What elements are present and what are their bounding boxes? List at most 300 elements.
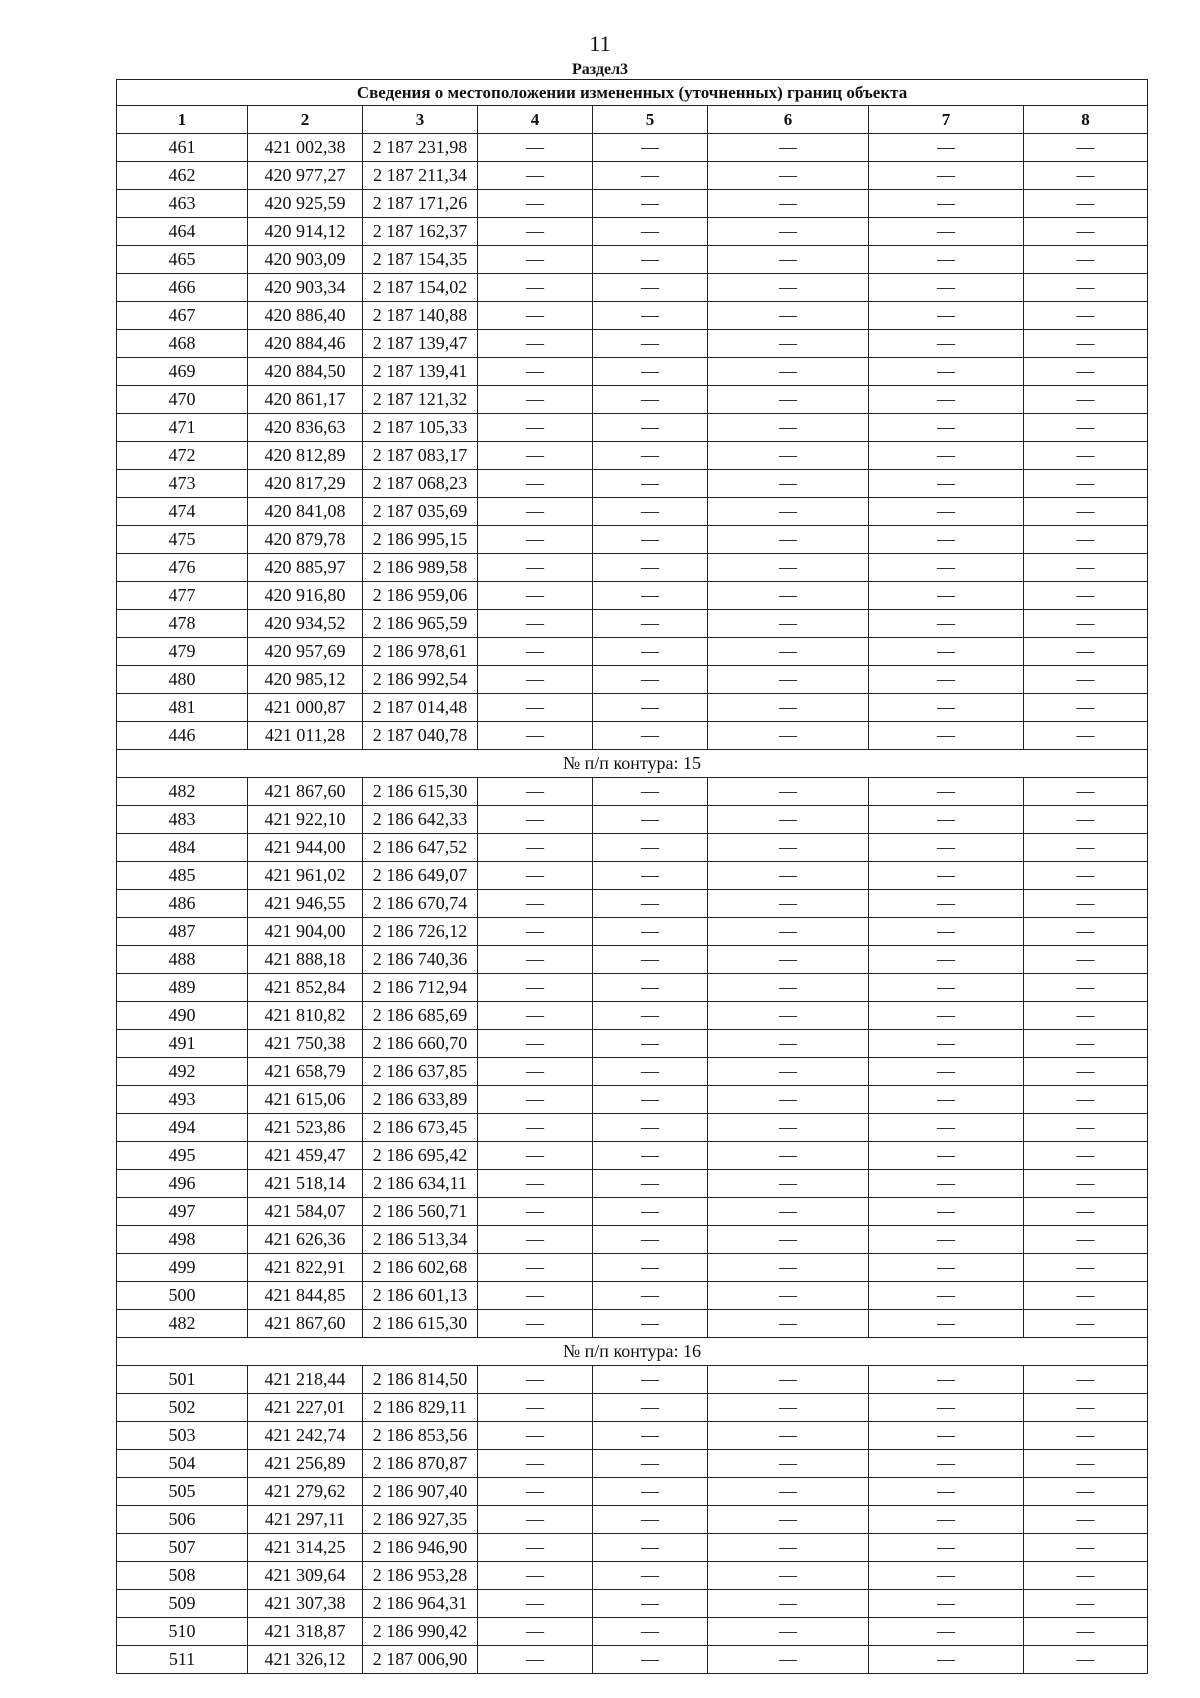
empty-value-dash: — <box>1024 1590 1148 1618</box>
x-coordinate-cell: 420 861,17 <box>248 386 363 414</box>
empty-value-dash: — <box>593 1506 708 1534</box>
empty-value-dash: — <box>869 554 1024 582</box>
empty-value-dash: — <box>1024 862 1148 890</box>
empty-value-dash: — <box>708 554 869 582</box>
y-coordinate-cell: 2 187 154,35 <box>363 246 478 274</box>
x-coordinate-cell: 421 658,79 <box>248 1058 363 1086</box>
y-coordinate-cell: 2 186 965,59 <box>363 610 478 638</box>
empty-value-dash: — <box>478 946 593 974</box>
y-coordinate-cell: 2 187 211,34 <box>363 162 478 190</box>
table-row <box>117 890 1148 918</box>
y-coordinate-cell: 2 187 068,23 <box>363 470 478 498</box>
empty-value-dash: — <box>869 806 1024 834</box>
table-row <box>117 1646 1148 1674</box>
point-number-cell: 477 <box>117 582 248 610</box>
table-row <box>117 1254 1148 1282</box>
x-coordinate-cell: 420 934,52 <box>248 610 363 638</box>
empty-value-dash: — <box>869 1618 1024 1646</box>
empty-value-dash: — <box>1024 1254 1148 1282</box>
empty-value-dash: — <box>708 1394 869 1422</box>
table-row <box>117 974 1148 1002</box>
table-row <box>117 918 1148 946</box>
table-row <box>117 694 1148 722</box>
table-row <box>117 1002 1148 1030</box>
column-header: 7 <box>869 106 1024 134</box>
empty-value-dash: — <box>478 218 593 246</box>
empty-value-dash: — <box>708 414 869 442</box>
empty-value-dash: — <box>1024 610 1148 638</box>
column-header: 1 <box>117 106 248 134</box>
x-coordinate-cell: 421 867,60 <box>248 1310 363 1338</box>
point-number-cell: 503 <box>117 1422 248 1450</box>
empty-value-dash: — <box>708 1422 869 1450</box>
empty-value-dash: — <box>1024 1170 1148 1198</box>
x-coordinate-cell: 421 459,47 <box>248 1142 363 1170</box>
x-coordinate-cell: 420 812,89 <box>248 442 363 470</box>
x-coordinate-cell: 421 242,74 <box>248 1422 363 1450</box>
empty-value-dash: — <box>1024 470 1148 498</box>
empty-value-dash: — <box>593 274 708 302</box>
empty-value-dash: — <box>593 1282 708 1310</box>
empty-value-dash: — <box>708 1030 869 1058</box>
empty-value-dash: — <box>869 582 1024 610</box>
y-coordinate-cell: 2 187 171,26 <box>363 190 478 218</box>
point-number-cell: 478 <box>117 610 248 638</box>
x-coordinate-cell: 421 810,82 <box>248 1002 363 1030</box>
empty-value-dash: — <box>1024 1646 1148 1674</box>
empty-value-dash: — <box>1024 1114 1148 1142</box>
empty-value-dash: — <box>593 1198 708 1226</box>
y-coordinate-cell: 2 186 637,85 <box>363 1058 478 1086</box>
table-row <box>117 778 1148 806</box>
empty-value-dash: — <box>708 1590 869 1618</box>
y-coordinate-cell: 2 186 829,11 <box>363 1394 478 1422</box>
point-number-cell: 497 <box>117 1198 248 1226</box>
y-coordinate-cell: 2 186 601,13 <box>363 1282 478 1310</box>
empty-value-dash: — <box>869 1590 1024 1618</box>
table-row <box>117 862 1148 890</box>
empty-value-dash: — <box>593 834 708 862</box>
empty-value-dash: — <box>869 1366 1024 1394</box>
empty-value-dash: — <box>593 638 708 666</box>
x-coordinate-cell: 420 841,08 <box>248 498 363 526</box>
empty-value-dash: — <box>869 1170 1024 1198</box>
x-coordinate-cell: 420 879,78 <box>248 526 363 554</box>
empty-value-dash: — <box>478 666 593 694</box>
empty-value-dash: — <box>593 1366 708 1394</box>
empty-value-dash: — <box>708 246 869 274</box>
empty-value-dash: — <box>869 274 1024 302</box>
empty-value-dash: — <box>869 1254 1024 1282</box>
empty-value-dash: — <box>593 1170 708 1198</box>
point-number-cell: 468 <box>117 330 248 358</box>
empty-value-dash: — <box>593 806 708 834</box>
column-header: 8 <box>1024 106 1148 134</box>
empty-value-dash: — <box>708 1562 869 1590</box>
table-row <box>117 722 1148 750</box>
point-number-cell: 500 <box>117 1282 248 1310</box>
y-coordinate-cell: 2 186 712,94 <box>363 974 478 1002</box>
x-coordinate-cell: 421 584,07 <box>248 1198 363 1226</box>
point-number-cell: 475 <box>117 526 248 554</box>
empty-value-dash: — <box>708 1366 869 1394</box>
empty-value-dash: — <box>708 1478 869 1506</box>
empty-value-dash: — <box>708 582 869 610</box>
point-number-cell: 481 <box>117 694 248 722</box>
empty-value-dash: — <box>708 722 869 750</box>
y-coordinate-cell: 2 186 695,42 <box>363 1142 478 1170</box>
table-row <box>117 526 1148 554</box>
x-coordinate-cell: 420 916,80 <box>248 582 363 610</box>
y-coordinate-cell: 2 186 989,58 <box>363 554 478 582</box>
table-row <box>117 1478 1148 1506</box>
empty-value-dash: — <box>708 1058 869 1086</box>
table-row <box>117 610 1148 638</box>
empty-value-dash: — <box>708 666 869 694</box>
empty-value-dash: — <box>869 1058 1024 1086</box>
table-row <box>117 302 1148 330</box>
empty-value-dash: — <box>869 442 1024 470</box>
empty-value-dash: — <box>708 1506 869 1534</box>
point-number-cell: 482 <box>117 1310 248 1338</box>
empty-value-dash: — <box>593 1002 708 1030</box>
point-number-cell: 485 <box>117 862 248 890</box>
contour-label: № п/п контура: 15 <box>117 750 1148 778</box>
x-coordinate-cell: 421 256,89 <box>248 1450 363 1478</box>
empty-value-dash: — <box>1024 1562 1148 1590</box>
empty-value-dash: — <box>869 722 1024 750</box>
table-caption: Сведения о местоположении измененных (уточненных) границ объекта <box>117 80 1148 106</box>
empty-value-dash: — <box>478 722 593 750</box>
table-body <box>117 134 1148 1674</box>
x-coordinate-cell: 421 944,00 <box>248 834 363 862</box>
table-row <box>117 470 1148 498</box>
empty-value-dash: — <box>478 1254 593 1282</box>
empty-value-dash: — <box>708 134 869 162</box>
y-coordinate-cell: 2 186 660,70 <box>363 1030 478 1058</box>
empty-value-dash: — <box>869 358 1024 386</box>
empty-value-dash: — <box>478 890 593 918</box>
empty-value-dash: — <box>708 946 869 974</box>
empty-value-dash: — <box>593 386 708 414</box>
empty-value-dash: — <box>1024 1310 1148 1338</box>
x-coordinate-cell: 421 297,11 <box>248 1506 363 1534</box>
empty-value-dash: — <box>593 610 708 638</box>
empty-value-dash: — <box>869 190 1024 218</box>
empty-value-dash: — <box>1024 582 1148 610</box>
empty-value-dash: — <box>708 638 869 666</box>
x-coordinate-cell: 420 885,97 <box>248 554 363 582</box>
empty-value-dash: — <box>708 1170 869 1198</box>
empty-value-dash: — <box>1024 330 1148 358</box>
empty-value-dash: — <box>478 442 593 470</box>
empty-value-dash: — <box>593 1422 708 1450</box>
empty-value-dash: — <box>478 1170 593 1198</box>
empty-value-dash: — <box>1024 498 1148 526</box>
point-number-cell: 502 <box>117 1394 248 1422</box>
empty-value-dash: — <box>478 778 593 806</box>
y-coordinate-cell: 2 186 814,50 <box>363 1366 478 1394</box>
empty-value-dash: — <box>708 1534 869 1562</box>
empty-value-dash: — <box>593 1142 708 1170</box>
point-number-cell: 498 <box>117 1226 248 1254</box>
table-row <box>117 1142 1148 1170</box>
empty-value-dash: — <box>478 582 593 610</box>
point-number-cell: 473 <box>117 470 248 498</box>
y-coordinate-cell: 2 186 513,34 <box>363 1226 478 1254</box>
empty-value-dash: — <box>593 582 708 610</box>
empty-value-dash: — <box>1024 722 1148 750</box>
empty-value-dash: — <box>478 274 593 302</box>
x-coordinate-cell: 421 888,18 <box>248 946 363 974</box>
empty-value-dash: — <box>1024 1506 1148 1534</box>
table-row <box>117 834 1148 862</box>
x-coordinate-cell: 421 326,12 <box>248 1646 363 1674</box>
empty-value-dash: — <box>869 1646 1024 1674</box>
empty-value-dash: — <box>708 218 869 246</box>
table-row <box>117 1198 1148 1226</box>
table-row <box>117 1114 1148 1142</box>
empty-value-dash: — <box>708 274 869 302</box>
x-coordinate-cell: 421 279,62 <box>248 1478 363 1506</box>
table-row <box>117 442 1148 470</box>
empty-value-dash: — <box>869 1198 1024 1226</box>
point-number-cell: 493 <box>117 1086 248 1114</box>
point-number-cell: 474 <box>117 498 248 526</box>
empty-value-dash: — <box>708 1310 869 1338</box>
empty-value-dash: — <box>478 1114 593 1142</box>
point-number-cell: 508 <box>117 1562 248 1590</box>
point-number-cell: 505 <box>117 1478 248 1506</box>
empty-value-dash: — <box>478 1534 593 1562</box>
empty-value-dash: — <box>478 414 593 442</box>
empty-value-dash: — <box>478 330 593 358</box>
contour-row <box>117 1338 1148 1366</box>
empty-value-dash: — <box>708 1282 869 1310</box>
empty-value-dash: — <box>869 1142 1024 1170</box>
table-row <box>117 190 1148 218</box>
empty-value-dash: — <box>478 1618 593 1646</box>
empty-value-dash: — <box>869 1030 1024 1058</box>
point-number-cell: 479 <box>117 638 248 666</box>
table-row <box>117 638 1148 666</box>
y-coordinate-cell: 2 186 978,61 <box>363 638 478 666</box>
empty-value-dash: — <box>593 1534 708 1562</box>
empty-value-dash: — <box>708 1002 869 1030</box>
empty-value-dash: — <box>478 498 593 526</box>
y-coordinate-cell: 2 186 633,89 <box>363 1086 478 1114</box>
empty-value-dash: — <box>708 1142 869 1170</box>
empty-value-dash: — <box>1024 974 1148 1002</box>
empty-value-dash: — <box>1024 1142 1148 1170</box>
empty-value-dash: — <box>1024 918 1148 946</box>
point-number-cell: 466 <box>117 274 248 302</box>
empty-value-dash: — <box>869 1422 1024 1450</box>
table-row <box>117 1086 1148 1114</box>
empty-value-dash: — <box>708 806 869 834</box>
empty-value-dash: — <box>869 526 1024 554</box>
point-number-cell: 462 <box>117 162 248 190</box>
empty-value-dash: — <box>708 358 869 386</box>
point-number-cell: 482 <box>117 778 248 806</box>
empty-value-dash: — <box>869 470 1024 498</box>
x-coordinate-cell: 421 002,38 <box>248 134 363 162</box>
y-coordinate-cell: 2 186 853,56 <box>363 1422 478 1450</box>
y-coordinate-cell: 2 186 649,07 <box>363 862 478 890</box>
empty-value-dash: — <box>478 806 593 834</box>
point-number-cell: 488 <box>117 946 248 974</box>
empty-value-dash: — <box>869 666 1024 694</box>
empty-value-dash: — <box>1024 246 1148 274</box>
column-header-row <box>117 106 1148 134</box>
empty-value-dash: — <box>708 610 869 638</box>
y-coordinate-cell: 2 187 006,90 <box>363 1646 478 1674</box>
x-coordinate-cell: 421 518,14 <box>248 1170 363 1198</box>
empty-value-dash: — <box>478 162 593 190</box>
y-coordinate-cell: 2 187 140,88 <box>363 302 478 330</box>
empty-value-dash: — <box>1024 162 1148 190</box>
empty-value-dash: — <box>478 694 593 722</box>
point-number-cell: 446 <box>117 722 248 750</box>
empty-value-dash: — <box>593 918 708 946</box>
empty-value-dash: — <box>478 638 593 666</box>
y-coordinate-cell: 2 186 560,71 <box>363 1198 478 1226</box>
empty-value-dash: — <box>593 1450 708 1478</box>
empty-value-dash: — <box>708 862 869 890</box>
x-coordinate-cell: 421 218,44 <box>248 1366 363 1394</box>
column-header: 4 <box>478 106 593 134</box>
empty-value-dash: — <box>478 1562 593 1590</box>
y-coordinate-cell: 2 187 083,17 <box>363 442 478 470</box>
y-coordinate-cell: 2 187 105,33 <box>363 414 478 442</box>
table-row <box>117 1030 1148 1058</box>
table-row <box>117 498 1148 526</box>
x-coordinate-cell: 421 615,06 <box>248 1086 363 1114</box>
empty-value-dash: — <box>478 470 593 498</box>
point-number-cell: 511 <box>117 1646 248 1674</box>
empty-value-dash: — <box>593 554 708 582</box>
empty-value-dash: — <box>593 1394 708 1422</box>
empty-value-dash: — <box>869 218 1024 246</box>
y-coordinate-cell: 2 187 014,48 <box>363 694 478 722</box>
empty-value-dash: — <box>593 470 708 498</box>
empty-value-dash: — <box>478 302 593 330</box>
x-coordinate-cell: 421 011,28 <box>248 722 363 750</box>
table-row <box>117 330 1148 358</box>
point-number-cell: 496 <box>117 1170 248 1198</box>
point-number-cell: 510 <box>117 1618 248 1646</box>
empty-value-dash: — <box>869 638 1024 666</box>
point-number-cell: 495 <box>117 1142 248 1170</box>
x-coordinate-cell: 421 844,85 <box>248 1282 363 1310</box>
point-number-cell: 476 <box>117 554 248 582</box>
y-coordinate-cell: 2 186 740,36 <box>363 946 478 974</box>
empty-value-dash: — <box>1024 1198 1148 1226</box>
x-coordinate-cell: 421 318,87 <box>248 1618 363 1646</box>
contour-row <box>117 750 1148 778</box>
empty-value-dash: — <box>478 386 593 414</box>
empty-value-dash: — <box>593 1086 708 1114</box>
x-coordinate-cell: 421 922,10 <box>248 806 363 834</box>
empty-value-dash: — <box>708 1198 869 1226</box>
empty-value-dash: — <box>708 1086 869 1114</box>
empty-value-dash: — <box>869 498 1024 526</box>
empty-value-dash: — <box>869 778 1024 806</box>
table-row <box>117 1534 1148 1562</box>
x-coordinate-cell: 421 309,64 <box>248 1562 363 1590</box>
empty-value-dash: — <box>478 1646 593 1674</box>
y-coordinate-cell: 2 187 162,37 <box>363 218 478 246</box>
x-coordinate-cell: 420 903,09 <box>248 246 363 274</box>
empty-value-dash: — <box>869 610 1024 638</box>
empty-value-dash: — <box>478 246 593 274</box>
empty-value-dash: — <box>1024 442 1148 470</box>
empty-value-dash: — <box>1024 666 1148 694</box>
table-row <box>117 246 1148 274</box>
empty-value-dash: — <box>869 1226 1024 1254</box>
empty-value-dash: — <box>1024 1450 1148 1478</box>
table-row <box>117 134 1148 162</box>
empty-value-dash: — <box>869 1114 1024 1142</box>
empty-value-dash: — <box>593 330 708 358</box>
x-coordinate-cell: 421 307,38 <box>248 1590 363 1618</box>
empty-value-dash: — <box>593 498 708 526</box>
empty-value-dash: — <box>593 722 708 750</box>
table-row <box>117 1562 1148 1590</box>
empty-value-dash: — <box>708 442 869 470</box>
y-coordinate-cell: 2 186 642,33 <box>363 806 478 834</box>
column-header: 3 <box>363 106 478 134</box>
empty-value-dash: — <box>708 162 869 190</box>
empty-value-dash: — <box>478 1030 593 1058</box>
empty-value-dash: — <box>478 862 593 890</box>
empty-value-dash: — <box>478 974 593 1002</box>
empty-value-dash: — <box>593 1646 708 1674</box>
table-row <box>117 666 1148 694</box>
empty-value-dash: — <box>869 862 1024 890</box>
empty-value-dash: — <box>593 162 708 190</box>
empty-value-dash: — <box>708 918 869 946</box>
empty-value-dash: — <box>478 526 593 554</box>
x-coordinate-cell: 420 886,40 <box>248 302 363 330</box>
empty-value-dash: — <box>593 358 708 386</box>
empty-value-dash: — <box>593 890 708 918</box>
y-coordinate-cell: 2 186 615,30 <box>363 1310 478 1338</box>
empty-value-dash: — <box>708 190 869 218</box>
point-number-cell: 469 <box>117 358 248 386</box>
empty-value-dash: — <box>1024 218 1148 246</box>
empty-value-dash: — <box>1024 1478 1148 1506</box>
empty-value-dash: — <box>593 1058 708 1086</box>
y-coordinate-cell: 2 186 990,42 <box>363 1618 478 1646</box>
x-coordinate-cell: 420 985,12 <box>248 666 363 694</box>
empty-value-dash: — <box>593 1478 708 1506</box>
empty-value-dash: — <box>1024 526 1148 554</box>
y-coordinate-cell: 2 186 870,87 <box>363 1450 478 1478</box>
x-coordinate-cell: 421 523,86 <box>248 1114 363 1142</box>
empty-value-dash: — <box>593 862 708 890</box>
x-coordinate-cell: 420 903,34 <box>248 274 363 302</box>
table-row <box>117 218 1148 246</box>
empty-value-dash: — <box>593 778 708 806</box>
point-number-cell: 467 <box>117 302 248 330</box>
empty-value-dash: — <box>478 1282 593 1310</box>
table-row <box>117 1170 1148 1198</box>
point-number-cell: 499 <box>117 1254 248 1282</box>
y-coordinate-cell: 2 186 602,68 <box>363 1254 478 1282</box>
empty-value-dash: — <box>708 470 869 498</box>
point-number-cell: 480 <box>117 666 248 694</box>
